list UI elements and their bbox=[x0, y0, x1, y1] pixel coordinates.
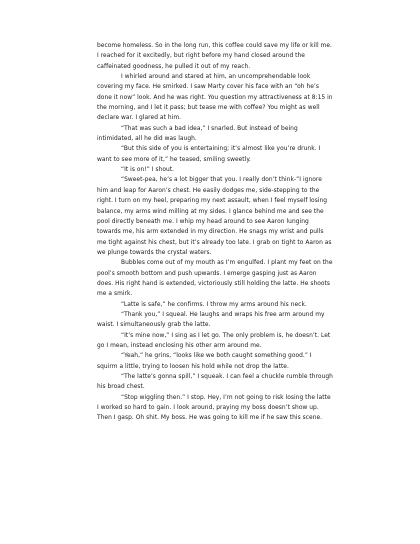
paragraph: “That was such a bad idea,” I snarled. But instead of being intimidated, all he did was laugh. bbox=[97, 125, 298, 143]
paragraph: “Thank you,” I squeal. He laughs and wraps his free arm around my waist. I simultaneously grab the latte. bbox=[97, 311, 325, 329]
paragraph: “But this side of you is entertaining; it’s almost like you’re drunk. I want to see more of it,” he teased, smiling sweetly. bbox=[97, 146, 321, 163]
paragraph: “Stop wiggling then.” I stop. Hey, I’m not going to risk losing the latte I worked so hard to gain. I look around, praying my boss doesn’t show up. Then I gasp. Oh shit. My boss. He was going to kill me if he saw this scene. bbox=[97, 394, 331, 422]
paragraph: “Yeah,” he grins, “looks like we both caught something good.” I squirm a little, trying to loosen his hold while not drop the latte. bbox=[97, 353, 312, 370]
paragraph: Bubbles come out of my mouth as I’m engulfed. I plant my feet on the pool’s smooth bottom and push upwards. I emerge gasping just as Aaron does. His right hand is extended, victoriously still holding the latte. He shoots me a smirk. bbox=[97, 260, 333, 298]
paragraph: “Sweet-pea, he’s a lot bigger that you. I really don’t think-”I ignore him and leap for Aaron’s chest. He easily dodges me, side-stepping to the right. I turn on my heel, preparing my next assault, when I feel myself losing balance, my arms wind milling at my sides. I glance behind me and see the pool directly beneath me. I whip my head around to see Aaron lunging towards me, his arm extended in my direction. He snags my wrist and pulls me tight against his chest, but it’s already too late. I grab on tight to Aaron as we plunge towards the crystal waters. bbox=[97, 177, 332, 256]
paragraph: “Latte is safe,” he confirms. I throw my arms around his neck. bbox=[121, 301, 307, 308]
paragraph: “It is on!” I shout. bbox=[121, 167, 175, 174]
paragraph: “It’s mine now,” I sing as I let go. The only problem is, he doesn’t. Let go I mean, instead enclosing his other arm around me. bbox=[97, 332, 331, 349]
paragraph: “The latte’s gonna spill,” I squeak. I can feel a chuckle rumble through his broad chest. bbox=[97, 374, 333, 391]
paragraph: become homeless. So in the long run, this coffee could save my life or kill me. I reached for it excitedly, but right before my hand closed around the caffeinated goodness, he pulled it out of my reach. bbox=[97, 43, 332, 70]
paragraph: I whirled around and stared at him, an uncomprehendable look covering my face. He smirked. I saw Marty cover his face with an “oh he’s done it now” look. And he was right. You question my attractiveness at 8:15 in the morning, and I let it pass; but tease me with coffee? You might as well declare war. I glared at him. bbox=[97, 74, 333, 122]
body-text bbox=[97, 41, 333, 424]
